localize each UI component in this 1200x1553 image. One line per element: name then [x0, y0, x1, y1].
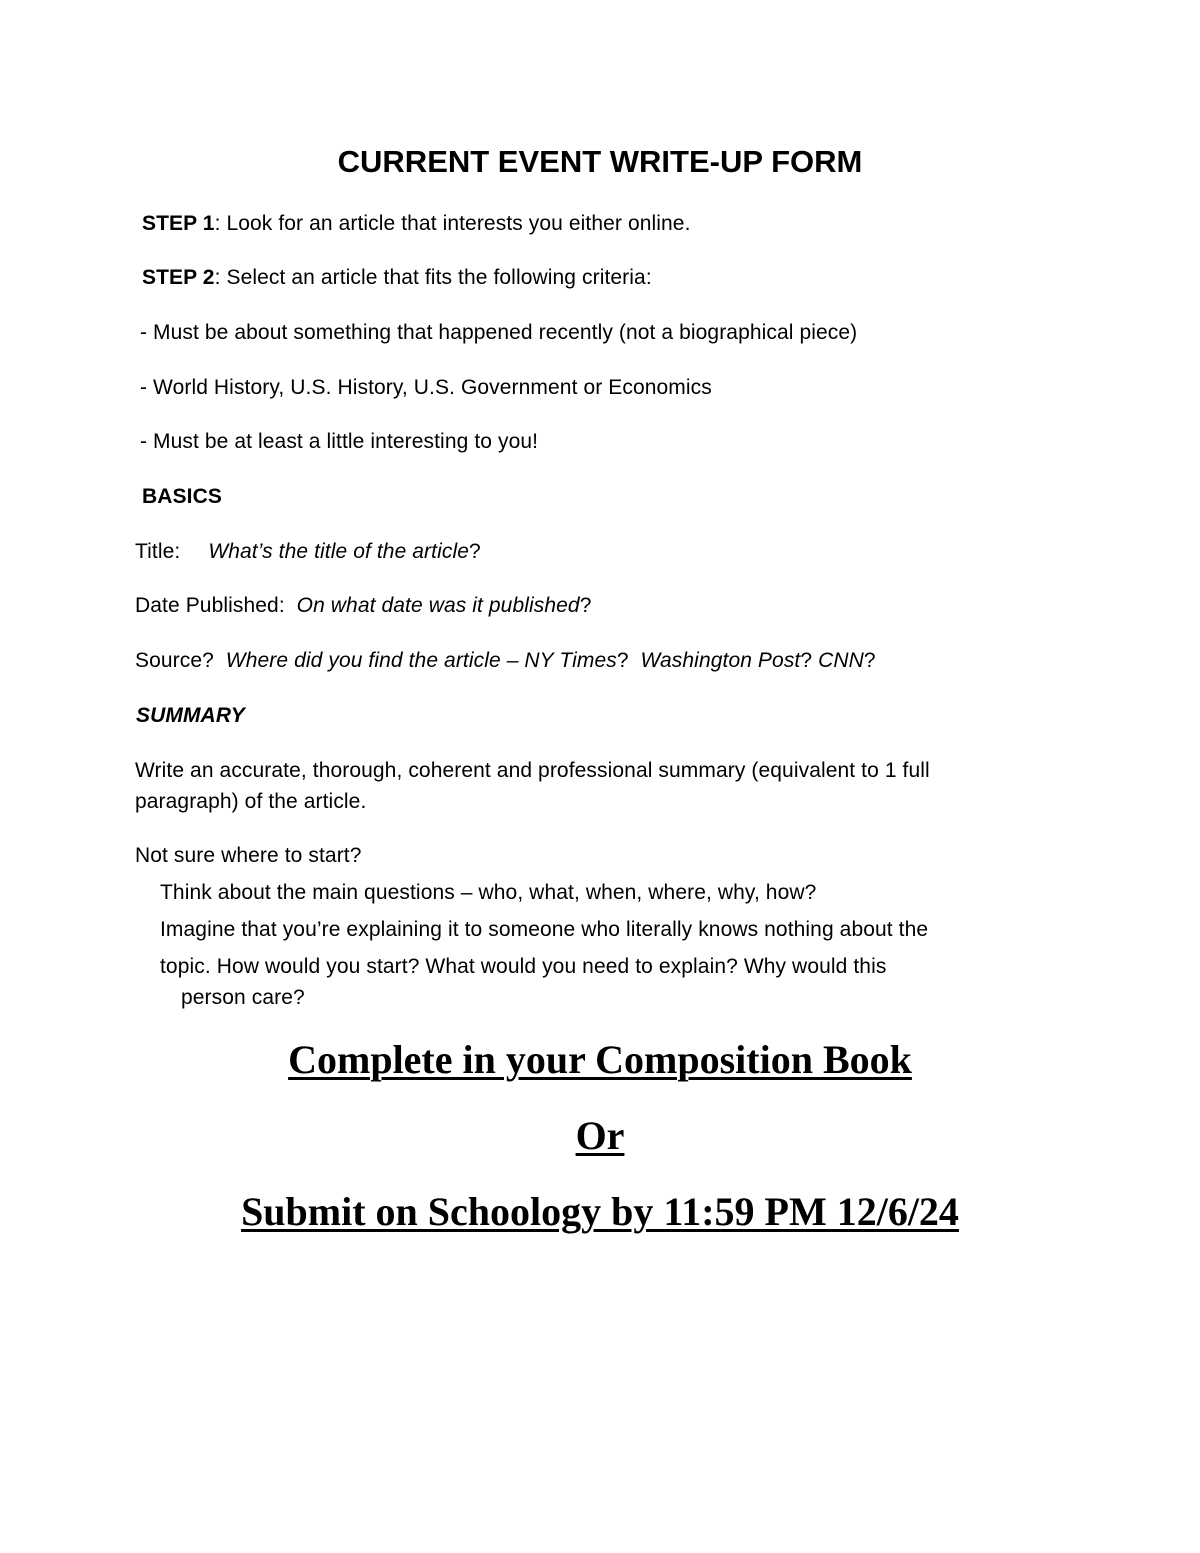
criteria-item: - World History, U.S. History, U.S. Government or Economics — [140, 376, 712, 399]
date-prompt: On what date was it published — [296, 594, 580, 617]
source-label: Source? — [135, 649, 214, 672]
title-prompt: What’s the title of the article — [208, 540, 469, 563]
footer-line-or: Or — [575, 1113, 625, 1158]
tip-text: person care? — [181, 986, 305, 1009]
source-field: Source? Where did you find the article – NY Times? Washington Post? CNN? — [135, 649, 876, 672]
summary-text: Write an accurate, thorough, coherent and professional summary (equivalent to 1 full — [135, 759, 930, 782]
page-title: CURRENT EVENT WRITE-UP FORM — [337, 144, 863, 179]
date-field: Date Published: On what date was it published? — [135, 594, 592, 617]
step-1-label: STEP 1 — [142, 212, 215, 235]
footer-line-composition: Complete in your Composition Book — [288, 1037, 912, 1082]
source-prompt: Washington Post — [640, 649, 801, 672]
step-2-label: STEP 2 — [142, 266, 215, 289]
step-2-text: : Select an article that fits the following criteria: — [214, 266, 652, 289]
footer-line-submit: Submit on Schoology by 11:59 PM 12/6/24 — [241, 1189, 959, 1234]
summary-text: paragraph) of the article. — [135, 790, 367, 813]
source-prompt: CNN — [818, 649, 864, 672]
title-field: Title: What’s the title of the article? — [135, 540, 481, 563]
step-1-text: : Look for an article that interests you either online. — [214, 212, 691, 235]
not-sure-text: Not sure where to start? — [135, 844, 362, 867]
date-label: Date Published: — [135, 594, 285, 617]
step-2 — [142, 265, 652, 291]
tip-text: topic. How would you start? What would you need to explain? Why would this — [160, 955, 887, 978]
tip-text: Imagine that you’re explaining it to someone who literally knows nothing about the — [160, 918, 929, 941]
criteria-item: - Must be about something that happened recently (not a biographical piece) — [140, 321, 858, 344]
tip-text: Think about the main questions – who, what, when, where, why, how? — [160, 881, 817, 904]
criteria-item: - Must be at least a little interesting to you! — [140, 430, 539, 453]
basics-heading: BASICS — [142, 485, 222, 508]
summary-heading: SUMMARY — [136, 704, 245, 727]
title-label: Title: — [135, 540, 181, 563]
step-1 — [142, 211, 691, 237]
source-prompt: Where did you find the article – NY Times — [225, 649, 617, 672]
